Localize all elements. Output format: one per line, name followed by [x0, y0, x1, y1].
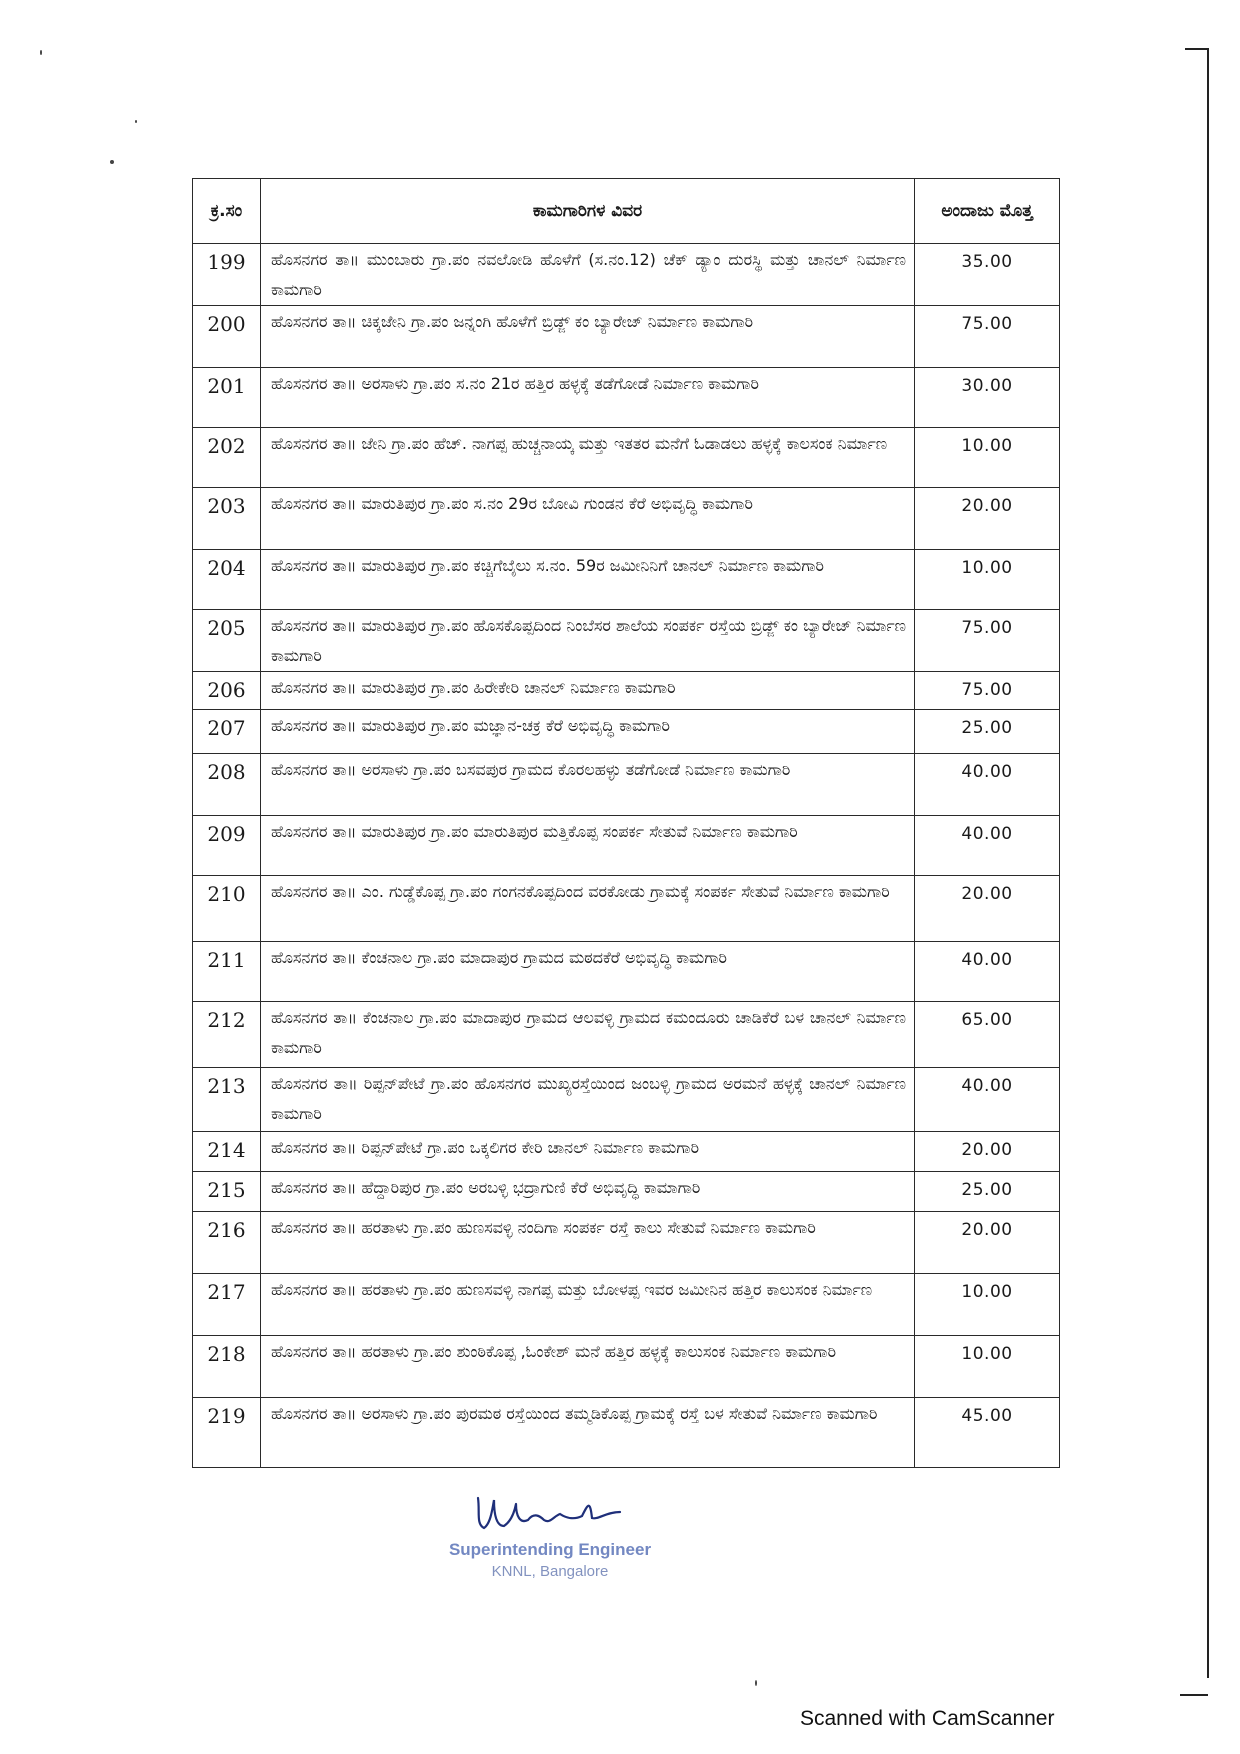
row-description: ಹೊಸನಗರ ತಾ॥ ರಿಪ್ಪನ್‌ಪೇಟೆ ಗ್ರಾ.ಪಂ ಹೊಸನಗರ ಮುಖ್ಯರಸ್ತೆಯಿಂದ ಜಂಬಳ್ಳಿ ಗ್ರಾಮದ ಅರಮನೆ ಹಳ್ಳಕ್ಕೆ ಚಾನಲ್ ನಿರ್ಮಾಣ ಕಾಮಗಾರಿ — [261, 1068, 915, 1132]
row-description: ಹೊಸನಗರ ತಾ॥ ಹರತಾಳು ಗ್ರಾ.ಪಂ ಶುಂಠಿಕೊಪ್ಪ ,ಓಂಕೇಶ್ ಮನೆ ಹತ್ತಿರ ಹಳ್ಳಕ್ಕೆ ಕಾಲುಸಂಕ ನಿರ್ಮಾಣ ಕಾಮಗಾರಿ — [261, 1336, 915, 1398]
row-description: ಹೊಸನಗರ ತಾ॥ ಮಾರುತಿಪುರ ಗ್ರಾ.ಪಂ ಹೊಸಕೊಪ್ಪದಿಂದ ನಿಂಬೆಸರ ಶಾಲೆಯ ಸಂಪರ್ಕ ರಸ್ತೆಯ ಬ್ರಿಡ್ಜ್ ಕಂ ಬ್ಯಾರೇಜ್ ನಿರ್ಮಾಣ ಕಾಮಗಾರಿ — [261, 610, 915, 672]
table-row — [193, 876, 1060, 942]
scan-speck — [40, 50, 42, 55]
row-amount: 75.00 — [915, 672, 1060, 710]
row-amount: 40.00 — [915, 1068, 1060, 1132]
row-serial: 217 — [193, 1274, 261, 1336]
row-description: ಹೊಸನಗರ ತಾ॥ ಹರತಾಳು ಗ್ರಾ.ಪಂ ಹುಣಸವಳ್ಳಿ ನಾಗಪ್ಪ ಮತ್ತು ಬೋಳಪ್ಪ ಇವರ ಜಮೀನಿನ ಹತ್ತಿರ ಕಾಲುಸಂಕ ನಿರ್ಮಾಣ — [261, 1274, 915, 1336]
table-row — [193, 754, 1060, 816]
scan-speck — [110, 160, 114, 164]
row-serial: 212 — [193, 1002, 261, 1068]
row-serial: 202 — [193, 428, 261, 488]
table-row — [193, 816, 1060, 876]
row-serial: 205 — [193, 610, 261, 672]
row-serial: 216 — [193, 1212, 261, 1274]
row-serial: 211 — [193, 942, 261, 1002]
row-description: ಹೊಸನಗರ ತಾ॥ ಮಾರುತಿಪುರ ಗ್ರಾ.ಪಂ ಕಚ್ಚಿಗೆಬೈಲು ಸ.ನಂ. 59ರ ಜಮೀನಿನಿಗೆ ಚಾನಲ್ ನಿರ್ಮಾಣ ಕಾಮಗಾರಿ — [261, 550, 915, 610]
table-row — [193, 1398, 1060, 1468]
table-row — [193, 1172, 1060, 1212]
row-amount: 75.00 — [915, 306, 1060, 368]
row-amount: 65.00 — [915, 1002, 1060, 1068]
table-header-row — [193, 179, 1060, 244]
works-table — [192, 178, 1060, 1468]
row-description: ಹೊಸನಗರ ತಾ॥ ರಿಪ್ಪನ್‌ಪೇಟೆ ಗ್ರಾ.ಪಂ ಒಕ್ಕಲಿಗರ ಕೇರಿ ಚಾನಲ್ ನಿರ್ಮಾಣ ಕಾಮಗಾರಿ — [261, 1132, 915, 1172]
row-description: ಹೊಸನಗರ ತಾ॥ ಹರತಾಳು ಗ್ರಾ.ಪಂ ಹುಣಸವಳ್ಳಿ ನಂದಿಗಾ ಸಂಪರ್ಕ ರಸ್ತೆ ಕಾಲು ಸೇತುವೆ ನಿರ್ಮಾಣ ಕಾಮಗಾರಿ — [261, 1212, 915, 1274]
row-serial: 201 — [193, 368, 261, 428]
row-amount: 20.00 — [915, 488, 1060, 550]
row-description: ಹೊಸನಗರ ತಾ॥ ಮಾರುತಿಪುರ ಗ್ರಾ.ಪಂ ಮಾರುತಿಪುರ ಮತ್ತಿಕೊಪ್ಪ ಸಂಪರ್ಕ ಸೇತುವೆ ನಿರ್ಮಾಣ ಕಾಮಗಾರಿ — [261, 816, 915, 876]
row-serial: 209 — [193, 816, 261, 876]
row-amount: 25.00 — [915, 710, 1060, 754]
row-amount: 20.00 — [915, 1212, 1060, 1274]
row-serial: 215 — [193, 1172, 261, 1212]
stamp-org: KNNL, Bangalore — [491, 1563, 609, 1580]
table-row — [193, 428, 1060, 488]
row-amount: 10.00 — [915, 1336, 1060, 1398]
row-description: ಹೊಸನಗರ ತಾ॥ ಹೆದ್ದಾರಿಪುರ ಗ್ರಾ.ಪಂ ಅರಬಳ್ಳಿ ಭದ್ರಾಗುಣಿ ಕೆರೆ ಅಭಿವೃದ್ಧಿ ಕಾಮಾಗಾರಿ — [261, 1172, 915, 1212]
row-serial: 199 — [193, 244, 261, 306]
table-row — [193, 368, 1060, 428]
row-description: ಹೊಸನಗರ ತಾ॥ ಚಿಕ್ಕಜೇನಿ ಗ್ರಾ.ಪಂ ಜನ್ನಂಗಿ ಹೊಳೆಗೆ ಬ್ರಿಡ್ಜ್ ಕಂ ಬ್ಯಾರೇಜ್ ನಿರ್ಮಾಣ ಕಾಮಗಾರಿ — [261, 306, 915, 368]
scanner-watermark: Scanned with CamScanner — [800, 1707, 1055, 1730]
table-row — [193, 1068, 1060, 1132]
table-row — [193, 550, 1060, 610]
table-row — [193, 1002, 1060, 1068]
row-serial: 218 — [193, 1336, 261, 1398]
table-row — [193, 1212, 1060, 1274]
row-description: ಹೊಸನಗರ ತಾ॥ ಕೆಂಚನಾಲ ಗ್ರಾ.ಪಂ ಮಾದಾಪುರ ಗ್ರಾಮದ ಮಠದಕೆರೆ ಅಭಿವೃದ್ಧಿ ಕಾಮಗಾರಿ — [261, 942, 915, 1002]
row-serial: 204 — [193, 550, 261, 610]
row-amount: 40.00 — [915, 754, 1060, 816]
row-amount: 35.00 — [915, 244, 1060, 306]
row-serial: 210 — [193, 876, 261, 942]
table-body — [193, 244, 1060, 1468]
row-serial: 208 — [193, 754, 261, 816]
row-serial: 219 — [193, 1398, 261, 1468]
row-amount: 10.00 — [915, 1274, 1060, 1336]
row-amount: 40.00 — [915, 942, 1060, 1002]
row-amount: 45.00 — [915, 1398, 1060, 1468]
row-description: ಹೊಸನಗರ ತಾ॥ ಮಾರುತಿಪುರ ಗ್ರಾ.ಪಂ ಹಿರೇಕೇರಿ ಚಾನಲ್ ನಿರ್ಮಾಣ ಕಾಮಗಾರಿ — [261, 672, 915, 710]
table-row — [193, 710, 1060, 754]
header-description: ಕಾಮಗಾರಿಗಳ ವಿವರ — [261, 179, 915, 244]
table-row — [193, 1132, 1060, 1172]
table-row — [193, 306, 1060, 368]
row-description: ಹೊಸನಗರ ತಾ॥ ಮಾರುತಿಪುರ ಗ್ರಾ.ಪಂ ಸ.ನಂ 29ರ ಬೋವಿ ಗುಂಡನ ಕೆರೆ ಅಭಿವೃದ್ಧಿ ಕಾಮಗಾರಿ — [261, 488, 915, 550]
page-edge-tick — [1180, 1694, 1208, 1696]
stamp-title: Superintending Engineer — [448, 1540, 652, 1559]
row-description: ಹೊಸನಗರ ತಾ॥ ಮುಂಬಾರು ಗ್ರಾ.ಪಂ ನವಲೋಡಿ ಹೊಳೆಗೆ (ಸ.ನಂ.12) ಚೆಕ್ ಡ್ಯಾಂ ದುರಸ್ಥಿ ಮತ್ತು ಚಾನಲ್ ನಿರ್ಮಾಣ ಕಾಮಗಾರಿ — [261, 244, 915, 306]
scan-speck — [755, 1680, 757, 1686]
row-serial: 200 — [193, 306, 261, 368]
row-serial: 213 — [193, 1068, 261, 1132]
row-serial: 214 — [193, 1132, 261, 1172]
row-description: ಹೊಸನಗರ ತಾ॥ ಜೇನಿ ಗ್ರಾ.ಪಂ ಹೆಚ್. ನಾಗಪ್ಪ ಹುಚ್ಚನಾಯ್ಕ ಮತ್ತು ಇತತರ ಮನೆಗೆ ಓಡಾಡಲು ಹಳ್ಳಕ್ಕೆ ಕಾಲಸಂಕ ನಿರ್ಮಾಣ — [261, 428, 915, 488]
table-row — [193, 672, 1060, 710]
row-serial: 206 — [193, 672, 261, 710]
table-row — [193, 610, 1060, 672]
page-edge-line — [1207, 48, 1209, 1678]
row-description: ಹೊಸನಗರ ತಾ॥ ಎಂ. ಗುಡ್ಡೆಕೊಪ್ಪ ಗ್ರಾ.ಪಂ ಗಂಗನಕೊಪ್ಪದಿಂದ ವರಕೋಡು ಗ್ರಾಮಕ್ಕೆ ಸಂಪರ್ಕ ಸೇತುವೆ ನಿರ್ಮಾಣ ಕಾಮಗಾರಿ — [261, 876, 915, 942]
scan-speck — [135, 120, 137, 123]
table-row — [193, 488, 1060, 550]
row-amount: 30.00 — [915, 368, 1060, 428]
row-amount: 40.00 — [915, 816, 1060, 876]
table-row — [193, 1274, 1060, 1336]
table-row — [193, 942, 1060, 1002]
row-description: ಹೊಸನಗರ ತಾ॥ ಅರಸಾಳು ಗ್ರಾ.ಪಂ ಸ.ನಂ 21ರ ಹತ್ತಿರ ಹಳ್ಳಕ್ಕೆ ತಡೆಗೋಡೆ ನಿರ್ಮಾಣ ಕಾಮಗಾರಿ — [261, 368, 915, 428]
row-description: ಹೊಸನಗರ ತಾ॥ ಅರಸಾಳು ಗ್ರಾ.ಪಂ ಬಸವಪುರ ಗ್ರಾಮದ ಕೊರಲಹಳ್ಳು ತಡೆಗೋಡೆ ನಿರ್ಮಾಣ ಕಾಮಗಾರಿ — [261, 754, 915, 816]
row-amount: 20.00 — [915, 876, 1060, 942]
row-amount: 10.00 — [915, 428, 1060, 488]
signature — [470, 1490, 630, 1534]
row-amount: 20.00 — [915, 1132, 1060, 1172]
row-amount: 75.00 — [915, 610, 1060, 672]
header-amount: ಅಂದಾಜು ಮೊತ್ತ — [915, 179, 1060, 244]
header-serial: ಕ್ರ.ಸಂ — [193, 179, 261, 244]
row-description: ಹೊಸನಗರ ತಾ॥ ಕೆಂಚನಾಲ ಗ್ರಾ.ಪಂ ಮಾದಾಪುರ ಗ್ರಾಮದ ಆಲವಳ್ಳಿ ಗ್ರಾಮದ ಕಮಂದೂರು ಚಾಡಿಕೆರೆ ಬಳ ಚಾನಲ್ ನಿರ್ಮಾಣ ಕಾಮಗಾರಿ — [261, 1002, 915, 1068]
row-serial: 203 — [193, 488, 261, 550]
row-serial: 207 — [193, 710, 261, 754]
table-row — [193, 244, 1060, 306]
row-description: ಹೊಸನಗರ ತಾ॥ ಮಾರುತಿಪುರ ಗ್ರಾ.ಪಂ ಮಜ್ಞಾನ-ಚಕ್ರ ಕೆರೆ ಅಭಿವೃದ್ಧಿ ಕಾಮಗಾರಿ — [261, 710, 915, 754]
page-edge-tick — [1185, 48, 1209, 50]
row-amount: 25.00 — [915, 1172, 1060, 1212]
row-amount: 10.00 — [915, 550, 1060, 610]
row-description: ಹೊಸನಗರ ತಾ॥ ಅರಸಾಳು ಗ್ರಾ.ಪಂ ಪುರಮಠ ರಸ್ತೆಯಿಂದ ತಮ್ಮಡಿಕೊಪ್ಪ ಗ್ರಾಮಕ್ಕೆ ರಸ್ತೆ ಬಳ ಸೇತುವೆ ನಿರ್ಮಾಣ ಕಾಮಗಾರಿ — [261, 1398, 915, 1468]
table-row — [193, 1336, 1060, 1398]
